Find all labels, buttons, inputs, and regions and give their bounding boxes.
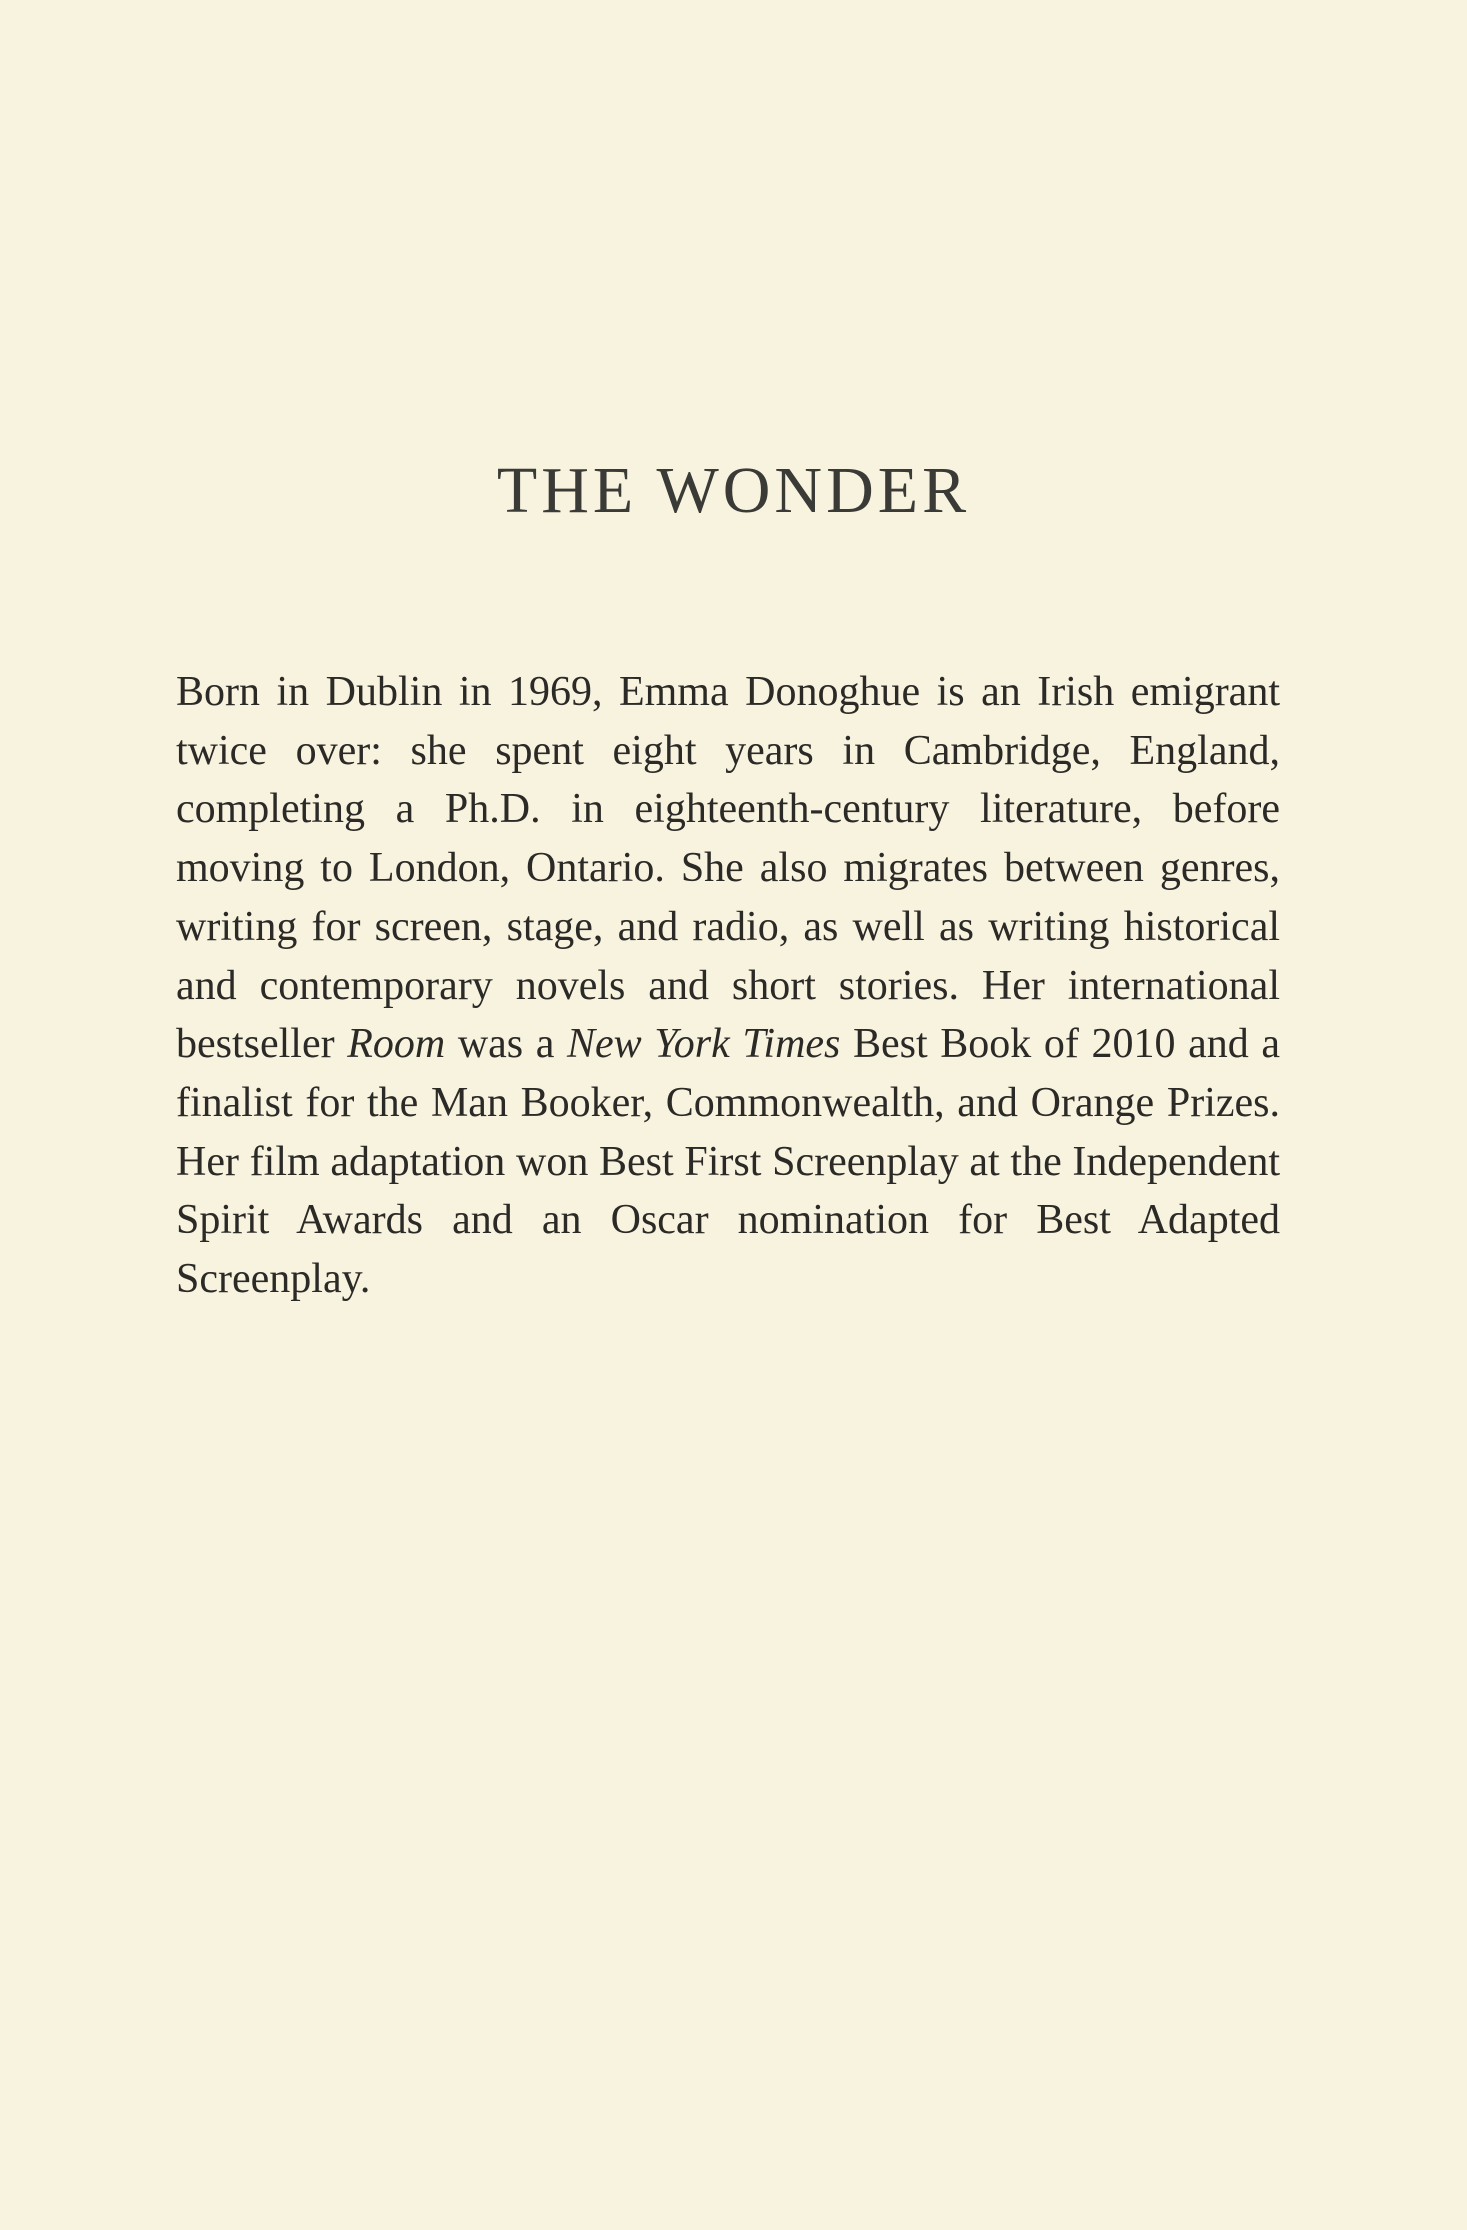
bio-text-3: Best Book of 2010 and a finalist for the Man Booker, Commonwealth, and Orange Prizes. Her film adaptation won Best First Screenplay at the Independent Spirit Awards and an Oscar nomination for Best Adapted Screenplay. <box>176 1021 1280 1303</box>
author-bio <box>176 663 1280 1309</box>
bio-text-2: was a <box>445 1021 567 1068</box>
bio-italic-room: Room <box>347 1021 446 1068</box>
bio-text-1: Born in Dublin in 1969, Emma Donoghue is an Irish emigrant twice over: she spent eight years in Cambridge, England, completing a Ph.D. in eighteenth-century literature, before moving to London, Ontario. She also migrates between genres, writing for screen, stage, and radio, as well as writing historical and contemporary novels and short stories. Her international bestseller <box>176 669 1280 1068</box>
book-title: THE WONDER <box>496 454 971 527</box>
bio-italic-nyt: New York Times <box>567 1021 841 1068</box>
